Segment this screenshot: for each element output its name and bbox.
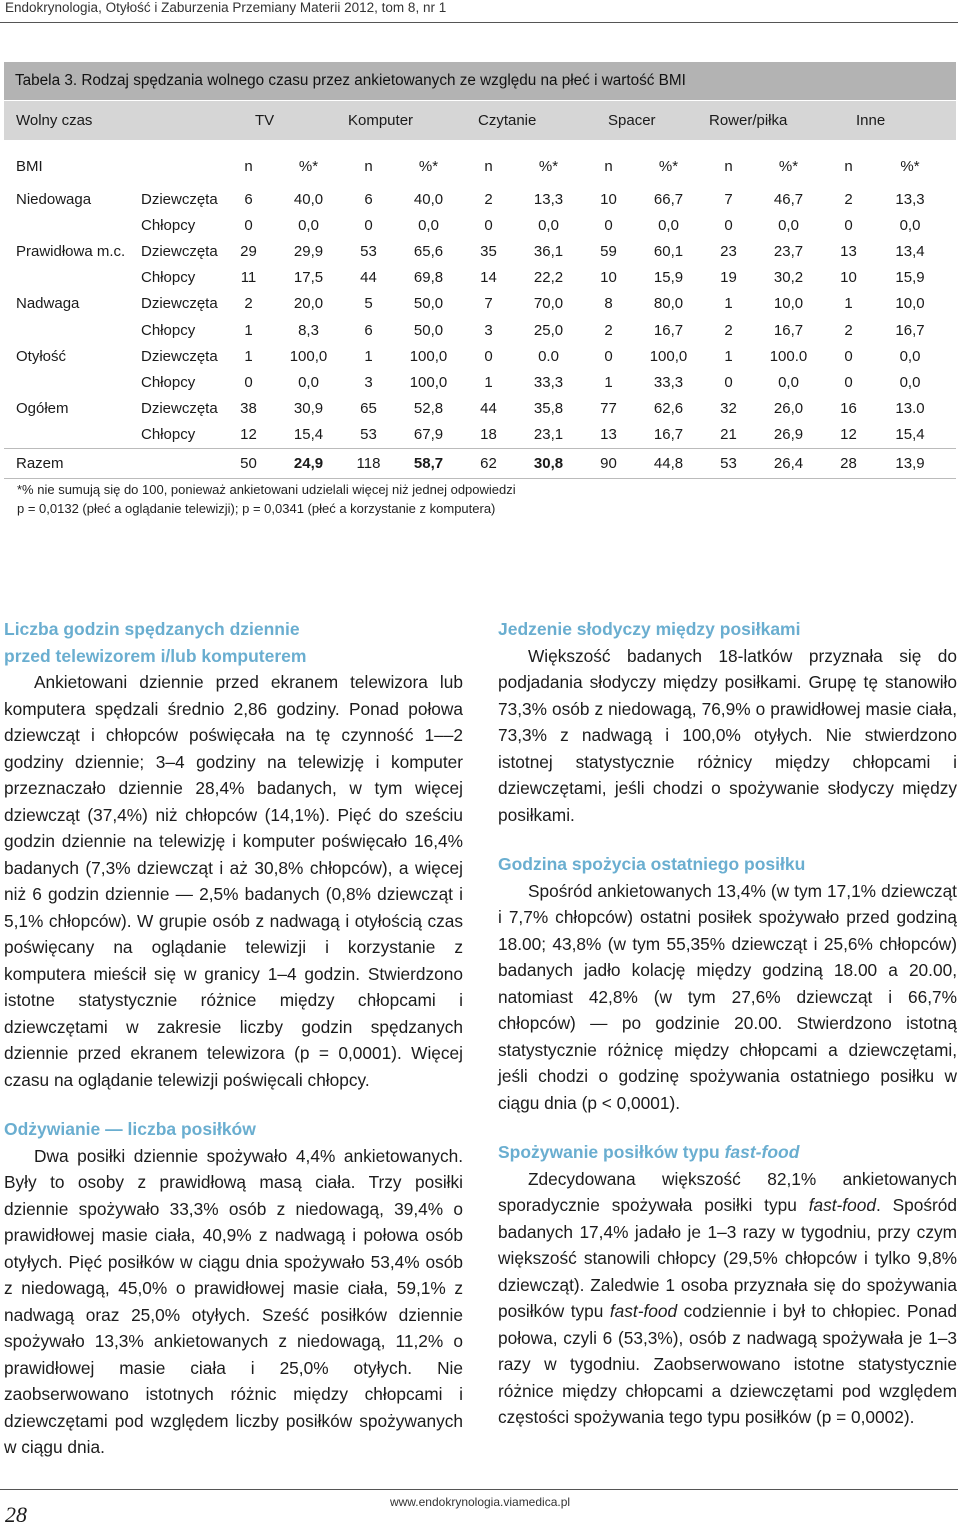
percent-cell: 33,3 (653, 373, 684, 391)
count-cell: 77 (600, 400, 617, 418)
table-note: *% nie sumują się do 100, ponieważ ankietowani udzielali więcej niż jednej odpowiedzi (17, 482, 516, 497)
table-row (4, 369, 956, 395)
table-row (4, 186, 956, 212)
percent-cell: 16,7 (653, 321, 684, 339)
count-cell: 3 (484, 321, 493, 339)
text-part: codziennie i był to chłopiec. Ponad połowa, czyli 6 (53,3%), osób z nadwagą spożywała je 1–3 razy w tygodniu. Zaobserwowano istotne statystycznie różnice między chłopcami a dziewczętami pod względem częstości spożywania tego typu posiłków (p = 0,0002). (498, 1301, 957, 1427)
sex-cell (141, 448, 233, 478)
percent-cell: 35,8 (533, 400, 564, 418)
footer-rule (0, 1489, 958, 1490)
percent-cell: 15,4 (895, 426, 925, 444)
text-part: . Spośród badanych 17,4% jadało je 1–3 razy w tygodniu, przy czym większość stanowili chłopcy (29,5% chłopców i tylko 9,8% dziewcząt). Zaledwie 1 osoba przyznała się do spożywania posiłków typu (498, 1195, 957, 1321)
percent-cell: 0,0 (899, 347, 921, 365)
table-row (4, 212, 956, 238)
percent-cell: 0,0 (899, 373, 921, 391)
percent-cell: 80,0 (653, 295, 684, 313)
count-cell: 0 (364, 216, 373, 234)
bmi-category-cell (4, 212, 141, 238)
count-cell: 32 (720, 400, 737, 418)
percent-cell: 16,7 (773, 321, 804, 339)
count-cell: 11 (240, 269, 257, 287)
text-part: Zdecydowana większość 82,1% ankietowanych sporadycznie spożywała posiłki typu (498, 1168, 957, 1215)
percent-cell: 26,0 (773, 400, 804, 418)
table-row (4, 291, 956, 317)
bmi-category-cell (4, 422, 141, 449)
count-cell: 10 (840, 269, 857, 287)
heading-text: Spożywanie posiłków typu (498, 1142, 725, 1162)
sex-cell: Dziewczęta (141, 190, 218, 208)
count-cell: 7 (484, 295, 493, 313)
count-cell: 0 (604, 347, 613, 365)
count-cell: 21 (720, 426, 737, 444)
percent-header: %* (778, 157, 799, 175)
percent-cell: 0,0 (658, 216, 679, 234)
percent-header: %* (418, 157, 439, 175)
count-cell: 0 (484, 347, 493, 365)
sex-cell: Chłopcy (141, 216, 196, 234)
count-cell: 90 (593, 448, 624, 478)
count-cell: 2 (604, 321, 613, 339)
n-header: n (364, 157, 373, 175)
right-column (498, 616, 957, 1454)
header-rule (0, 22, 958, 23)
section-sweets (498, 616, 957, 828)
section-text (498, 1166, 957, 1431)
percent-cell: 24,9 (264, 448, 353, 478)
footer-url[interactable]: www.endokrynologia.viamedica.pl (389, 1495, 571, 1509)
percent-cell: 13,3 (895, 190, 925, 208)
n-header: n (484, 157, 493, 175)
percent-cell: 66,7 (653, 190, 684, 208)
count-cell: 38 (240, 400, 257, 418)
percent-cell: 50,0 (413, 321, 444, 339)
percent-cell: 40,0 (293, 190, 324, 208)
count-cell: 1 (244, 321, 253, 339)
percent-cell: 0,0 (778, 216, 799, 234)
percent-cell: 0,0 (298, 216, 319, 234)
percent-cell: 16,7 (895, 321, 925, 339)
header-wolny-czas: Wolny czas (16, 112, 93, 129)
count-cell: 18 (480, 426, 497, 444)
count-cell: 1 (244, 347, 253, 365)
percent-cell: 58,7 (384, 448, 473, 478)
table-notes (17, 481, 516, 518)
section-heading: Odżywianie — liczba posiłków (4, 1119, 256, 1139)
heading-emphasis: fast-food (724, 1142, 800, 1162)
percent-cell: 40,0 (413, 190, 444, 208)
percent-header: %* (538, 157, 559, 175)
count-cell: 13 (840, 242, 857, 260)
percent-cell: 23,1 (533, 426, 564, 444)
count-cell: 3 (364, 373, 373, 391)
percent-cell: 13,4 (895, 242, 925, 260)
percent-cell: 0.0 (538, 347, 559, 365)
header-komputer: Komputer (348, 112, 414, 129)
percent-cell: 60,1 (653, 242, 684, 260)
count-cell: 28 (833, 448, 864, 478)
table-header-row (4, 101, 956, 140)
header-spacer: Spacer (608, 112, 656, 129)
percent-cell: 17,5 (293, 269, 324, 287)
sex-cell: Dziewczęta (141, 295, 218, 313)
table-row-subheader (4, 146, 956, 186)
count-cell: 0 (724, 216, 733, 234)
percent-cell: 44,8 (624, 448, 713, 478)
table-row (4, 343, 956, 369)
sex-cell: Chłopcy (141, 373, 196, 391)
count-cell: 6 (364, 321, 373, 339)
count-cell: 53 (360, 242, 377, 260)
percent-header: %* (298, 157, 319, 175)
section-heading: Jedzenie słodyczy między posiłkami (498, 619, 801, 639)
percent-cell: 13,9 (864, 448, 956, 478)
count-cell: 1 (484, 373, 493, 391)
count-cell: 0 (724, 373, 733, 391)
percent-cell: 52,8 (413, 400, 444, 418)
percent-cell: 65,6 (413, 242, 444, 260)
count-cell: 0 (484, 216, 493, 234)
percent-cell: 100,0 (409, 373, 448, 391)
count-cell: 10 (600, 190, 617, 208)
section-last-meal (498, 851, 957, 1116)
count-cell: 53 (713, 448, 744, 478)
count-cell: 6 (364, 190, 373, 208)
count-cell: 5 (364, 295, 373, 313)
count-cell: 23 (720, 242, 737, 260)
sex-cell: Chłopcy (141, 321, 196, 339)
count-cell: 0 (244, 216, 253, 234)
count-cell: 16 (840, 400, 857, 418)
sex-cell: Dziewczęta (141, 347, 218, 365)
section-text: Ankietowani dziennie przed ekranem telewizora lub komputera spędzali średnio 2,86 godziny. Ponad połowa dziewcząt i chłopców poświęcała na tę czynność 1––2 godziny dziennie; 3–4 godziny na telewizję i komputer przeznaczało dziennie 28,4% badanych, w tym więcej dziewcząt (37,4%) niż chłopców (14,1%). Pięć do sześciu godzin dziennie na telewizję i komputer poświęcało 16,4% badanych (7,3% dziewcząt i aż 30,8% chłopców), a więcej niż 6 godzin dziennie — 2,5% badanych (0,8% dziewcząt i 5,1% chłopców). W grupie osób z nadwagą i otyłością czas poświęcany na oglądanie telewizji i korzystanie z komputera mieścił się w granicy 1–4 godzin. Stwierdzono istotne statystycznie różnice między chłopcami i dziewczętami w zakresie liczby godzin spędzanych dziennie przed ekranem telewizora (p = 0,0001). Więcej czasu na oglądanie telewizji poświęcali chłopcy. (4, 672, 463, 1090)
count-cell: 7 (724, 190, 733, 208)
count-cell: 1 (724, 295, 733, 313)
table-3 (4, 62, 956, 479)
count-cell: 50 (233, 448, 264, 478)
n-header: n (844, 157, 853, 175)
percent-cell: 0,0 (418, 216, 439, 234)
section-tv-hours (4, 616, 463, 1093)
percent-cell: 100.0 (769, 347, 808, 365)
bmi-category-cell: Ogółem (16, 400, 69, 418)
percent-cell: 62,6 (653, 400, 684, 418)
count-cell: 53 (360, 426, 377, 444)
header-tv: TV (255, 112, 275, 129)
bmi-category-cell: Niedowaga (16, 190, 92, 208)
sex-header (141, 146, 233, 186)
count-cell: 0 (844, 347, 853, 365)
percent-cell: 8,3 (298, 321, 319, 339)
percent-cell: 46,7 (773, 190, 804, 208)
section-text: Dwa posiłki dziennie spożywało 4,4% ankietowanych. Były to osoby z prawidłową masą ciała. Trzy posiłki dziennie spożywało 33,3% osób z niedowagą, 39,4% o prawidłowej masie ciała, 40,9% z nadwagą i połowa osób otyłych. Pięć posiłków w ciągu dnia spożywało 53,4% osób z niedowagą, 45,0% o prawidłowej masie ciała, 59,1% z nadwagą oraz 25,0% otyłych. Sześć posiłków dziennie spożywało 13,3% ankietowanych z niedowagą, 11,2% o prawidłowej masie ciała i 25,0% otyłych. Nie zaobserwowano istotnych różnic między chłopcami i dziewczętami pod względem liczby posiłków spożywanych w ciągu dnia. (4, 1145, 463, 1457)
table-note: p = 0,0132 (płeć a oglądanie telewizji); p = 0,0341 (płeć a korzystanie z komputera) (17, 500, 496, 516)
count-cell: 12 (840, 426, 857, 444)
percent-cell: 0,0 (899, 216, 921, 234)
n-header: n (604, 157, 613, 175)
count-cell: 1 (844, 295, 853, 313)
section-text: Większość badanych 18-latków przyznała się do podjadania słodyczy między posiłkami. Grupę tę stanowiło 73,3% osób z niedowagą, 76,9% o prawidłowej masie ciała, 73,3% z nadwagą i 100,0% otyłych. Nie stwierdzono istotnej statystycznie różnicy między chłopcami i dziewczętami, jeśli chodzi o spożywanie słodyczy między posiłkami. (498, 645, 957, 825)
table-body (4, 146, 956, 479)
section-meals-count (4, 1116, 463, 1461)
count-cell: 12 (240, 426, 257, 444)
count-cell: 59 (600, 242, 617, 260)
percent-cell: 36,1 (533, 242, 564, 260)
count-cell: 2 (844, 321, 853, 339)
percent-cell: 0,0 (298, 373, 319, 391)
bmi-category-cell: Prawidłowa m.c. (16, 242, 126, 260)
count-cell: 118 (353, 448, 384, 478)
count-cell: 44 (360, 269, 377, 287)
count-cell: 62 (473, 448, 504, 478)
percent-cell: 100,0 (649, 347, 688, 365)
count-cell: 10 (600, 269, 617, 287)
count-cell: 2 (724, 321, 733, 339)
count-cell: 0 (244, 373, 253, 391)
count-cell: 1 (724, 347, 733, 365)
count-cell: 14 (480, 269, 497, 287)
header-czytanie: Czytanie (478, 112, 537, 129)
sex-cell: Dziewczęta (141, 400, 218, 418)
percent-cell: 16,7 (653, 426, 684, 444)
sex-cell: Dziewczęta (141, 242, 218, 260)
percent-cell: 70,0 (533, 295, 564, 313)
percent-cell: 13,3 (533, 190, 564, 208)
section-text: Spośród ankietowanych 13,4% (w tym 17,1% dziewcząt i 7,7% chłopców) ostatni posiłek spożywało przed godziną 18.00; 43,8% (w tym 55,35% dziewcząt i 25,6% chłopców) badanych jadło kolację między godziną 18.00 a 20.00, natomiast 42,8% (w tym 27,6% dziewcząt i 66,7% chłopców) — po godzinie 20.00. Stwierdzono istotną statystycznie różnicę między chłopcami a dziewczętami, jeśli chodzi o godzinę spożywania ostatniego posiłku w ciągu dnia (p < 0,0001). (498, 880, 957, 1113)
bmi-category-cell: Razem (4, 448, 141, 478)
sex-cell: Chłopcy (141, 269, 196, 287)
percent-cell: 67,9 (413, 426, 444, 444)
percent-header: %* (658, 157, 679, 175)
percent-cell: 100,0 (289, 347, 328, 365)
percent-cell: 30,2 (773, 269, 804, 287)
n-header: n (244, 157, 253, 175)
percent-cell: 13.0 (895, 400, 925, 418)
count-cell: 65 (360, 400, 377, 418)
sex-cell: Chłopcy (141, 426, 196, 444)
percent-cell: 15,9 (653, 269, 684, 287)
section-heading: Liczba godzin spędzanych dziennie przed telewizorem i/lub komputerem (4, 619, 307, 666)
percent-cell: 29,9 (293, 242, 324, 260)
percent-header: %* (900, 157, 920, 175)
percent-cell: 50,0 (413, 295, 444, 313)
percent-cell: 30,8 (504, 448, 593, 478)
count-cell: 29 (240, 242, 257, 260)
count-cell: 6 (244, 190, 253, 208)
bmi-category-cell (4, 265, 141, 291)
percent-cell: 10,0 (773, 295, 804, 313)
percent-cell: 15,4 (293, 426, 324, 444)
bmi-category-cell (4, 369, 141, 395)
header-inne: Inne (856, 112, 886, 129)
count-cell: 0 (844, 216, 853, 234)
count-cell: 0 (844, 373, 853, 391)
table-row (4, 422, 956, 449)
bmi-category-cell: Otyłość (16, 347, 67, 365)
percent-cell: 26,4 (744, 448, 833, 478)
count-cell: 44 (480, 400, 497, 418)
percent-cell: 0,0 (778, 373, 799, 391)
count-cell: 19 (720, 269, 737, 287)
text-emphasis: fast-food (609, 1301, 678, 1321)
count-cell: 13 (600, 426, 617, 444)
percent-cell: 30,9 (293, 400, 324, 418)
left-column (4, 616, 463, 1484)
table-row (4, 448, 956, 478)
count-cell: 2 (484, 190, 493, 208)
n-header: n (724, 157, 733, 175)
percent-cell: 20,0 (293, 295, 324, 313)
percent-cell: 22,2 (533, 269, 564, 287)
section-fast-food (498, 1139, 957, 1431)
running-head: Endokrynologia, Otyłość i Zaburzenia Przemiany Materii 2012, tom 8, nr 1 (5, 0, 447, 15)
percent-cell: 100,0 (409, 347, 448, 365)
count-cell: 1 (604, 373, 613, 391)
section-heading (498, 1139, 957, 1166)
bmi-header: BMI (16, 157, 43, 175)
count-cell: 35 (480, 242, 497, 260)
table-row (4, 238, 956, 264)
table-row (4, 396, 956, 422)
table-row (4, 317, 956, 343)
count-cell: 2 (844, 190, 853, 208)
header-rower: Rower/piłka (709, 112, 788, 129)
percent-cell: 10,0 (895, 295, 925, 313)
page-number: 28 (5, 1502, 27, 1527)
percent-cell: 69,8 (413, 269, 444, 287)
count-cell: 0 (604, 216, 613, 234)
count-cell: 1 (364, 347, 373, 365)
percent-cell: 26,9 (773, 426, 804, 444)
count-cell: 2 (244, 295, 253, 313)
percent-cell: 33,3 (533, 373, 564, 391)
percent-cell: 0,0 (538, 216, 559, 234)
percent-cell: 15,9 (895, 269, 925, 287)
percent-cell: 25,0 (533, 321, 564, 339)
section-heading: Godzina spożycia ostatniego posiłku (498, 854, 806, 874)
text-emphasis: fast-food (808, 1195, 876, 1215)
bmi-category-cell: Nadwaga (16, 295, 80, 313)
table-caption: Tabela 3. Rodzaj spędzania wolnego czasu przez ankietowanych ze względu na płeć i wartość BMI (4, 62, 956, 100)
bmi-category-cell (4, 317, 141, 343)
table-row (4, 265, 956, 291)
count-cell: 8 (604, 295, 613, 313)
percent-cell: 23,7 (773, 242, 804, 260)
